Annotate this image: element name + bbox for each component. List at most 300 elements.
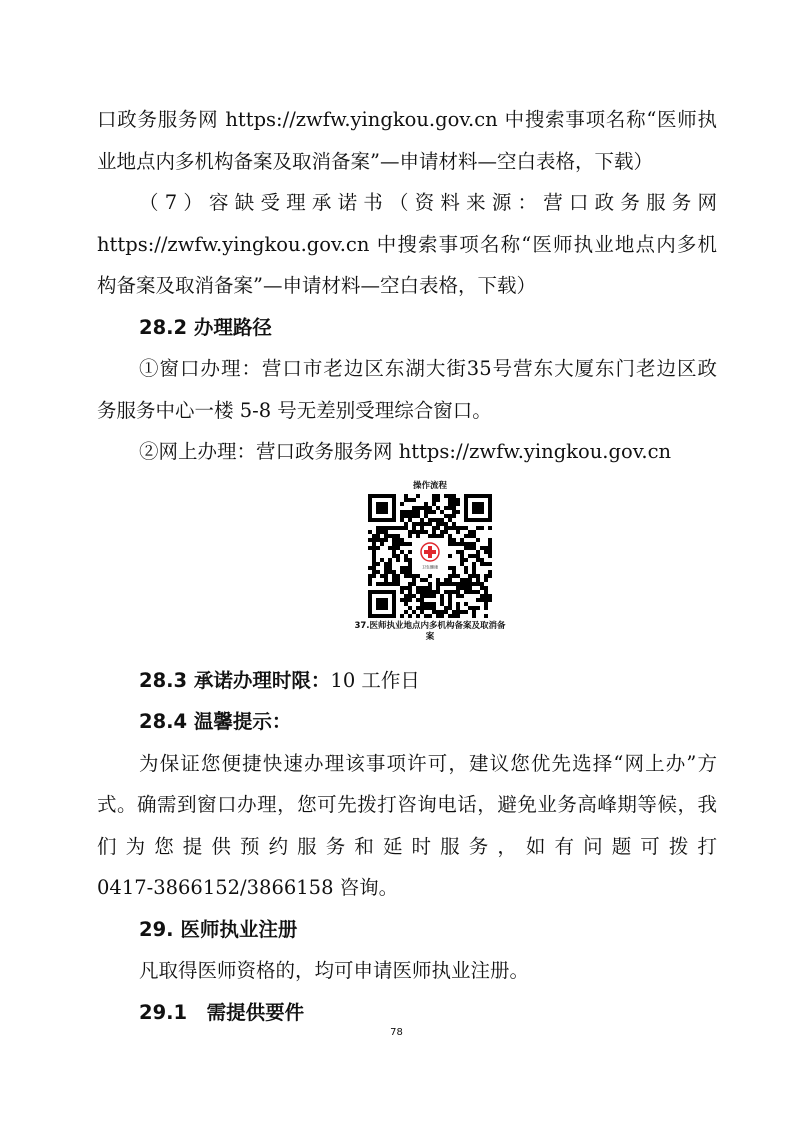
qr-module (436, 614, 440, 618)
qr-module (400, 542, 404, 546)
qr-module (404, 542, 408, 546)
qr-module (400, 550, 404, 554)
paragraph-line: 凡取得医师资格的，均可申请医师执业注册。 (139, 959, 530, 982)
qr-module (420, 594, 424, 598)
qr-module (368, 538, 372, 542)
qr-module (484, 550, 488, 554)
qr-module (480, 598, 484, 602)
qr-module (424, 586, 428, 590)
paragraph-line: ①窗口办理：营口市老边区东湖大街35号营东大厦东门老边区政 (139, 357, 717, 380)
qr-module (400, 586, 404, 590)
qr-module (440, 522, 444, 526)
qr-module (456, 574, 460, 578)
qr-module (372, 570, 376, 574)
qr-module (392, 582, 396, 586)
qr-module (408, 594, 412, 598)
qr-module (396, 526, 400, 530)
qr-module (420, 590, 424, 594)
qr-module (412, 574, 416, 578)
qr-module (476, 598, 480, 602)
qr-module (432, 510, 436, 514)
time-limit-value: 10 工作日 (330, 669, 420, 692)
qr-module (400, 570, 404, 574)
qr-module (480, 582, 484, 586)
qr-module (396, 582, 400, 586)
qr-module (432, 594, 436, 598)
qr-module (380, 526, 384, 530)
qr-module (432, 502, 436, 506)
qr-module (432, 590, 436, 594)
qr-module (384, 582, 388, 586)
qr-module (420, 606, 424, 610)
qr-module (460, 558, 464, 562)
qr-module (388, 582, 392, 586)
qr-module (456, 530, 460, 534)
qr-module (400, 538, 404, 542)
qr-module (408, 550, 412, 554)
qr-module (468, 590, 472, 594)
qr-module (488, 562, 492, 566)
qr-module (408, 514, 412, 518)
qr-module (416, 590, 420, 594)
qr-module (420, 518, 424, 522)
qr-module (408, 510, 412, 514)
qr-module (388, 562, 392, 566)
qr-module (412, 594, 416, 598)
paragraph-line: 务服务中心一楼 5-8 号无差别受理综合窗口。 (97, 399, 492, 422)
qr-module (428, 522, 432, 526)
qr-module (416, 574, 420, 578)
qr-module (376, 562, 380, 566)
qr-module (448, 494, 452, 498)
qr-module (412, 610, 416, 614)
qr-module (404, 498, 408, 502)
qr-module (468, 578, 472, 582)
qr-module (388, 566, 392, 570)
qr-module (464, 602, 468, 606)
qr-module (440, 510, 444, 514)
qr-module (380, 558, 384, 562)
qr-module (404, 574, 408, 578)
qr-module (412, 530, 416, 534)
qr-module (456, 502, 460, 506)
qr-module (368, 582, 372, 586)
qr-module (476, 582, 480, 586)
qr-module (452, 522, 456, 526)
qr-module (408, 582, 412, 586)
qr-module (408, 590, 412, 594)
qr-module (468, 542, 472, 546)
qr-module (392, 570, 396, 574)
qr-module (448, 578, 452, 582)
qr-module (444, 530, 448, 534)
qr-module (452, 574, 456, 578)
qr-module (388, 534, 392, 538)
qr-module (464, 526, 468, 530)
qr-module (460, 610, 464, 614)
qr-module (452, 538, 456, 542)
qr-module (448, 506, 452, 510)
qr-module (452, 590, 456, 594)
qr-module (428, 518, 432, 522)
qr-module (448, 538, 452, 542)
qr-module (424, 522, 428, 526)
qr-module (444, 590, 448, 594)
qr-module (436, 498, 440, 502)
qr-module (428, 510, 432, 514)
qr-module (412, 578, 416, 582)
qr-module (440, 598, 444, 602)
qr-module (380, 538, 384, 542)
qr-module (400, 514, 404, 518)
qr-module (472, 582, 476, 586)
qr-module (476, 558, 480, 562)
qr-module (428, 614, 432, 618)
qr-module (404, 514, 408, 518)
qr-module (404, 494, 408, 498)
paragraph-line: 0417-3866152/3866158 咨询。 (97, 876, 399, 899)
qr-module (480, 586, 484, 590)
qr-module (452, 610, 456, 614)
qr-module (420, 586, 424, 590)
qr-module (424, 594, 428, 598)
qr-module (388, 546, 392, 550)
qr-module (488, 526, 492, 530)
qr-module (448, 566, 452, 570)
qr-module (484, 594, 488, 598)
paragraph-line: 为保证您便捷快速办理该事项许可，建议您优先选择“网上办”方 (139, 752, 717, 775)
qr-module (456, 594, 460, 598)
qr-module (488, 598, 492, 602)
qr-module (368, 578, 372, 582)
qr-module (400, 590, 404, 594)
paragraph-line: 们为您提供预约服务和延时服务，如有问题可拨打 (97, 835, 717, 858)
qr-module (452, 542, 456, 546)
qr-module (488, 594, 492, 598)
section-heading: 28.3 承诺办理时限： (139, 669, 331, 692)
qr-module (404, 510, 408, 514)
qr-module (472, 566, 476, 570)
qr-module (468, 530, 472, 534)
qr-module (444, 506, 448, 510)
qr-caption-line: 案 (425, 632, 435, 642)
qr-module (472, 570, 476, 574)
qr-module (380, 542, 384, 546)
qr-module (440, 582, 444, 586)
qr-module (460, 578, 464, 582)
paragraph-line: 构备案及取消备案”—申请材料—空白表格，下载） (97, 274, 536, 297)
qr-module (416, 506, 420, 510)
qr-module (480, 558, 484, 562)
qr-module (444, 610, 448, 614)
qr-module (404, 610, 408, 614)
qr-module (436, 590, 440, 594)
qr-module (448, 514, 452, 518)
qr-title: 操作流程 (412, 481, 447, 491)
qr-module (436, 610, 440, 614)
qr-module (436, 586, 440, 590)
qr-module (452, 498, 456, 502)
qr-module (476, 590, 480, 594)
qr-module (476, 526, 480, 530)
qr-module (400, 502, 404, 506)
qr-module (484, 602, 488, 606)
qr-module (420, 602, 424, 606)
qr-module (408, 586, 412, 590)
qr-module (456, 610, 460, 614)
qr-module (376, 570, 380, 574)
qr-module (384, 526, 388, 530)
section-subheading: 29.1 需提供要件 (139, 1001, 305, 1024)
qr-module (484, 562, 488, 566)
qr-module (420, 522, 424, 526)
qr-module (408, 534, 412, 538)
paragraph-line: 式。确需到窗口办理，您可先拨打咨询电话，避免业务高峰期等候，我 (97, 793, 717, 816)
qr-module (376, 538, 380, 542)
qr-module (440, 602, 444, 606)
qr-module (436, 522, 440, 526)
qr-module (456, 542, 460, 546)
qr-module (432, 498, 436, 502)
qr-module (448, 582, 452, 586)
qr-module (452, 514, 456, 518)
qr-module (404, 554, 408, 558)
qr-module (432, 610, 436, 614)
qr-finder-core (376, 502, 388, 514)
qr-module (452, 494, 456, 498)
qr-module (476, 550, 480, 554)
qr-module (460, 562, 464, 566)
qr-module (412, 522, 416, 526)
qr-module (412, 498, 416, 502)
qr-module (420, 526, 424, 530)
qr-module (444, 522, 448, 526)
qr-module (404, 602, 408, 606)
qr-module (384, 570, 388, 574)
qr-module (420, 506, 424, 510)
qr-module (432, 518, 436, 522)
qr-module (424, 602, 428, 606)
qr-module (416, 586, 420, 590)
qr-module (488, 554, 492, 558)
qr-module (488, 574, 492, 578)
qr-module (368, 530, 372, 534)
qr-module (448, 554, 452, 558)
qr-module (452, 566, 456, 570)
qr-module (472, 614, 476, 618)
qr-module (400, 566, 404, 570)
qr-module (472, 562, 476, 566)
qr-module (476, 554, 480, 558)
qr-module (444, 526, 448, 530)
qr-module (472, 546, 476, 550)
qr-module (444, 582, 448, 586)
qr-module (408, 530, 412, 534)
qr-module (448, 606, 452, 610)
paragraph-line: https://zwfw.yingkou.gov.cn 中搜索事项名称“医师执业地点内多机 (97, 233, 717, 256)
qr-module (476, 578, 480, 582)
qr-module (484, 586, 488, 590)
qr-module (392, 578, 396, 582)
qr-module (424, 614, 428, 618)
qr-module (416, 494, 420, 498)
qr-module (424, 502, 428, 506)
qr-module (448, 602, 452, 606)
qr-module (464, 610, 468, 614)
qr-module (400, 598, 404, 602)
qr-module (392, 574, 396, 578)
qr-module (464, 590, 468, 594)
qr-module (392, 538, 396, 542)
qr-module (452, 582, 456, 586)
qr-module (448, 542, 452, 546)
qr-module (460, 594, 464, 598)
qr-module (484, 574, 488, 578)
qr-module (428, 534, 432, 538)
section-heading: 28.4 温馨提示： (139, 710, 292, 733)
qr-module (428, 602, 432, 606)
qr-module (464, 566, 468, 570)
qr-module (452, 614, 456, 618)
qr-module (480, 594, 484, 598)
qr-module (408, 606, 412, 610)
qr-module (444, 578, 448, 582)
qr-module (484, 578, 488, 582)
qr-module (440, 530, 444, 534)
qr-module (376, 530, 380, 534)
qr-module (384, 566, 388, 570)
qr-module (436, 526, 440, 530)
qr-module (456, 606, 460, 610)
qr-module (460, 538, 464, 542)
qr-module (424, 510, 428, 514)
qr-module (372, 558, 376, 562)
qr-module (420, 598, 424, 602)
qr-module (376, 546, 380, 550)
qr-module (396, 538, 400, 542)
qr-module (448, 614, 452, 618)
qr-module (384, 578, 388, 582)
qr-module (488, 538, 492, 542)
qr-module (424, 514, 428, 518)
paragraph-line: 业地点内多机构备案及取消备案”—申请材料—空白表格，下载） (97, 150, 653, 173)
qr-module (388, 526, 392, 530)
section-heading: 29. 医师执业注册 (139, 918, 298, 941)
qr-module (472, 530, 476, 534)
qr-module (372, 566, 376, 570)
qr-module (392, 526, 396, 530)
qr-module (416, 510, 420, 514)
qr-module (376, 526, 380, 530)
qr-finder-core (472, 502, 484, 514)
qr-module (448, 598, 452, 602)
qr-module (408, 598, 412, 602)
qr-module (484, 590, 488, 594)
qr-module (416, 534, 420, 538)
qr-module (448, 498, 452, 502)
qr-module (404, 570, 408, 574)
qr-module (372, 574, 376, 578)
qr-module (452, 510, 456, 514)
qr-module (444, 514, 448, 518)
qr-module (412, 526, 416, 530)
qr-module (464, 570, 468, 574)
qr-module (428, 582, 432, 586)
qr-module (396, 554, 400, 558)
qr-module (432, 534, 436, 538)
qr-module (372, 542, 376, 546)
qr-module (384, 530, 388, 534)
qr-module (376, 534, 380, 538)
paragraph-line: ②网上办理：营口政务服务网 https://zwfw.yingkou.gov.cn (139, 440, 672, 463)
qr-module (428, 590, 432, 594)
qr-module (404, 526, 408, 530)
qr-module (384, 562, 388, 566)
qr-module (448, 574, 452, 578)
red-cross-icon (424, 550, 436, 554)
qr-module (488, 546, 492, 550)
qr-module (468, 582, 472, 586)
qr-module (396, 542, 400, 546)
qr-module (448, 502, 452, 506)
qr-module (460, 586, 464, 590)
qr-module (416, 598, 420, 602)
qr-module (460, 582, 464, 586)
qr-module (424, 578, 428, 582)
qr-module (480, 526, 484, 530)
qr-module (404, 522, 408, 526)
qr-module (400, 614, 404, 618)
qr-module (428, 506, 432, 510)
qr-module (480, 546, 484, 550)
qr-module (404, 586, 408, 590)
qr-module (432, 526, 436, 530)
qr-module (428, 594, 432, 598)
qr-module (400, 510, 404, 514)
qr-module (484, 546, 488, 550)
qr-module (396, 534, 400, 538)
section-heading: 28.2 办理路径 (139, 316, 272, 339)
qr-module (428, 586, 432, 590)
qr-module (392, 546, 396, 550)
qr-module (440, 594, 444, 598)
paragraph-line: 口政务服务网 https://zwfw.yingkou.gov.cn 中搜索事项名称“医师执 (97, 108, 717, 131)
qr-module (436, 518, 440, 522)
qr-module (388, 558, 392, 562)
qr-caption (340, 621, 520, 643)
qr-module (456, 590, 460, 594)
qr-module (460, 542, 464, 546)
qr-module (456, 614, 460, 618)
qr-module (388, 570, 392, 574)
qr-module (444, 606, 448, 610)
qr-module (372, 550, 376, 554)
qr-module (396, 558, 400, 562)
qr-module (456, 582, 460, 586)
qr-module (464, 586, 468, 590)
qr-module (468, 554, 472, 558)
qr-module (488, 570, 492, 574)
qr-module (372, 562, 376, 566)
qr-module (384, 574, 388, 578)
qr-module (460, 526, 464, 530)
qr-module (416, 530, 420, 534)
qr-module (448, 594, 452, 598)
qr-module (472, 574, 476, 578)
qr-module (456, 550, 460, 554)
qr-module (456, 498, 460, 502)
qr-module (432, 602, 436, 606)
